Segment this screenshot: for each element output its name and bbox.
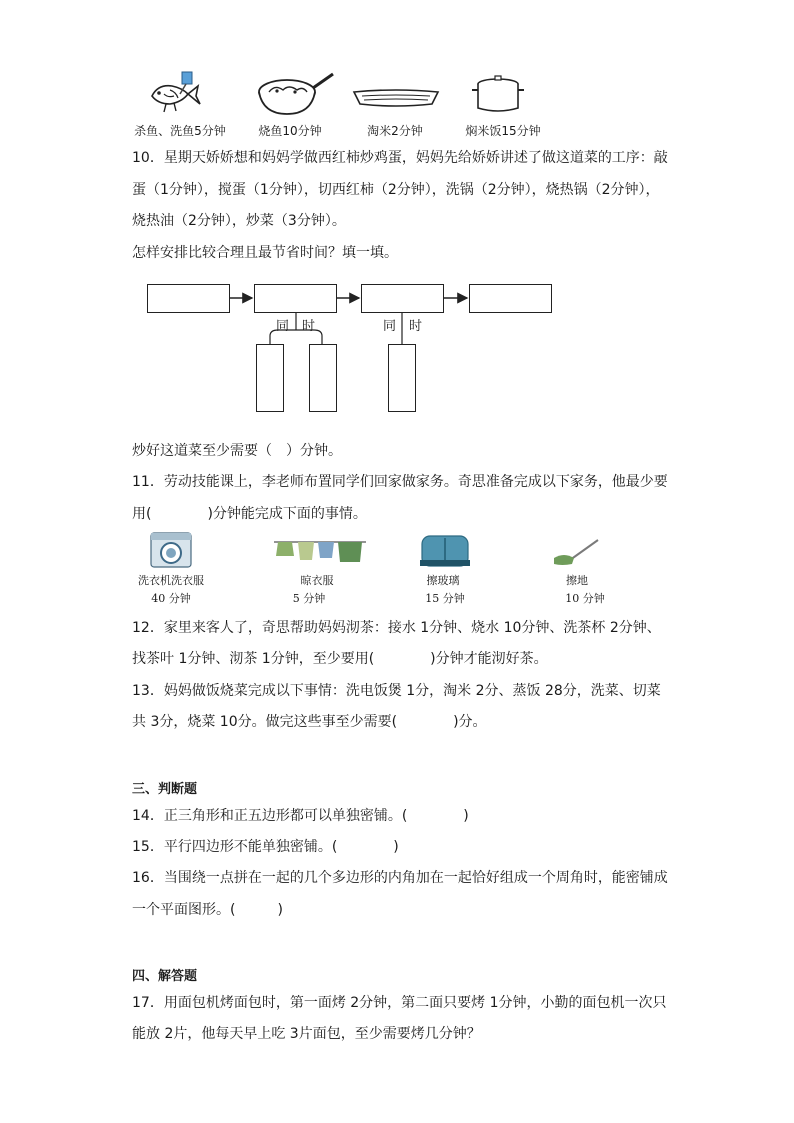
q14-text: 14．正三角形和正五边形都可以单独密铺。( ): [132, 808, 469, 824]
chore-time-4: 10 分钟: [565, 592, 605, 605]
pot-caption: 焖米饭15分钟: [465, 124, 541, 138]
q13-line-2: 共 3分，烧菜 10分。做完这些事至少需要( )分。: [132, 714, 487, 730]
fish-caption: 杀鱼、洗鱼5分钟: [134, 124, 226, 138]
q10-line-4: 怎样安排比较合理且最节省时间？填一填。: [132, 245, 398, 261]
window-icon: [420, 534, 470, 568]
q17-line-1: 17．用面包机烤面包时，第一面烤 2分钟，第二面只要烤 1分钟，小勤的面包机一次只: [132, 995, 667, 1011]
shi-label-2: 时: [409, 319, 423, 334]
flow-sub-box-2[interactable]: [309, 344, 337, 412]
chore-name-2: 晾衣服: [300, 574, 334, 587]
chore-name-4: 擦地: [566, 574, 588, 587]
flow-sub-box-3[interactable]: [388, 344, 416, 412]
q16-line-1: 16．当围绕一点拼在一起的几个多边形的内角加在一起恰好组成一个周角时，能密铺成: [132, 870, 668, 886]
q15-text: 15．平行四边形不能单独密铺。( ): [132, 839, 399, 855]
q12-line-2: 找茶叶 1分钟、沏茶 1分钟，至少要用( )分钟才能沏好茶。: [132, 651, 548, 667]
tong-label-2: 同: [383, 319, 397, 334]
mop-icon: [550, 538, 602, 568]
chore-name-1: 洗衣机洗衣服: [138, 574, 204, 587]
chore-name-3: 擦玻璃: [426, 574, 460, 587]
clothesline-icon: [272, 538, 368, 566]
q13-line-1: 13．妈妈做饭烧菜完成以下事情：洗电饭煲 1分，淘米 2分、蒸饭 28分，洗菜、切菜: [132, 683, 661, 699]
q17-line-2: 能放 2片，他每天早上吃 3片面包，至少需要烤几分钟？: [132, 1026, 481, 1042]
shi-label-1: 时: [302, 319, 316, 334]
q10-line-3: 烧热油（2分钟），炒菜（3分钟）。: [132, 213, 346, 229]
q11-line-2: 用( )分钟能完成下面的事情。: [132, 506, 367, 522]
washing-machine-icon: [150, 532, 192, 568]
wok-caption: 烧鱼10分钟: [258, 124, 322, 138]
section-4-title: 四、解答题: [132, 969, 198, 984]
rice-plate-caption: 淘米2分钟: [367, 124, 423, 138]
flow-sub-box-1[interactable]: [256, 344, 284, 412]
q10-answer: 炒好这道菜至少需要（ ）分钟。: [132, 443, 342, 459]
chore-time-1: 40 分钟: [151, 592, 191, 605]
tong-label-1: 同: [276, 319, 290, 334]
q16-line-2: 一个平面图形。( ): [132, 902, 283, 918]
chores-row: [0, 530, 794, 610]
q11-line-1: 11．劳动技能课上，李老师布置同学们回家做家务。奇思准备完成以下家务，他最少要: [132, 474, 668, 490]
q12-line-1: 12．家里来客人了，奇思帮助妈妈沏茶：接水 1分钟、烧水 10分钟、洗茶杯 2分钟、: [132, 620, 661, 636]
chore-time-3: 15 分钟: [425, 592, 465, 605]
chore-time-2: 5 分钟: [292, 592, 326, 605]
q10-line-2: 蛋（1分钟），搅蛋（1分钟），切西红柿（2分钟），洗锅（2分钟），烧热锅（2分钟），: [132, 182, 660, 198]
q10-line-1: 10．星期天娇娇想和妈妈学做西红柿炒鸡蛋，妈妈先给娇娇讲述了做这道菜的工序：敲: [132, 150, 668, 166]
section-3-title: 三、判断题: [132, 782, 198, 797]
